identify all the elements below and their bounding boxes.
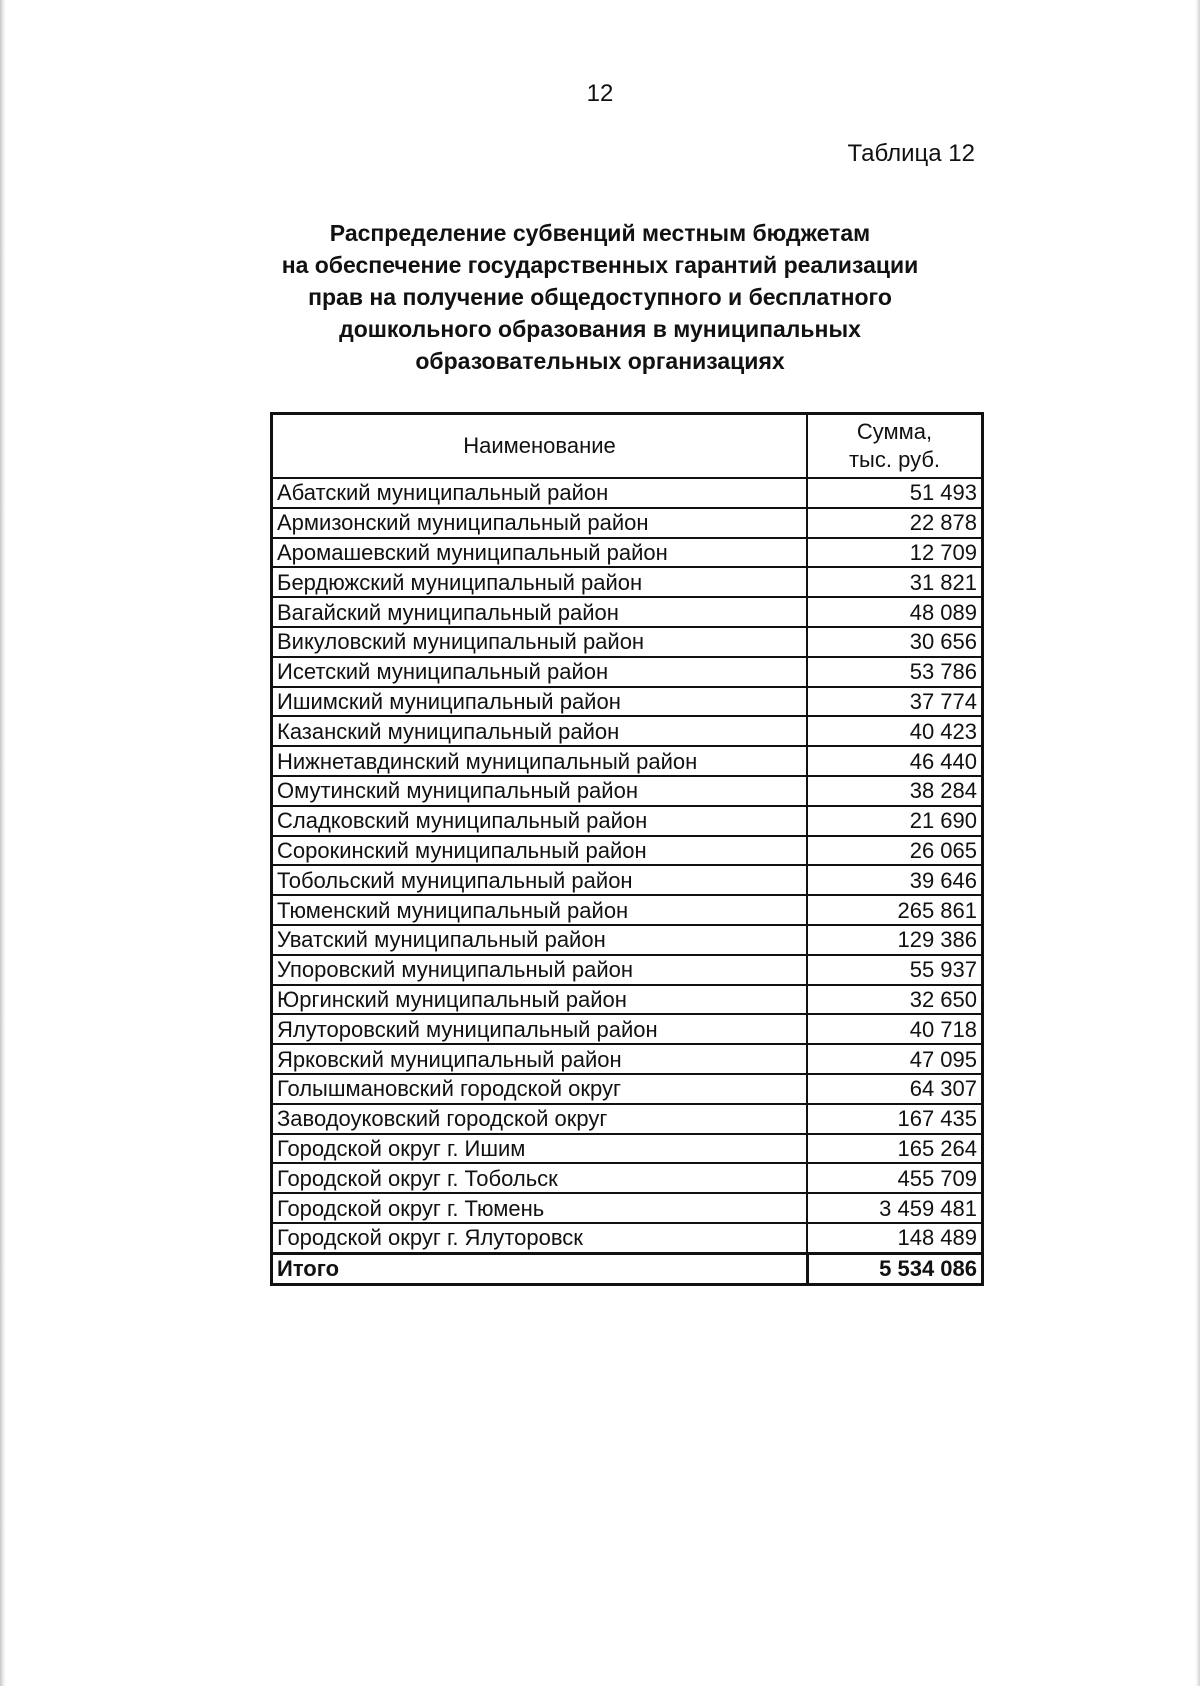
row-amount-cell: 32 650 [807,985,983,1015]
header-amount-line: тыс. руб. [848,447,941,472]
table-row [272,895,983,925]
row-name-cell: Упоровский муниципальный район [272,955,808,985]
table-row [272,1223,983,1253]
row-name-cell: Городской округ г. Тюмень [272,1193,808,1223]
table-row [272,1163,983,1193]
table-row [272,776,983,806]
row-amount-cell: 26 065 [807,836,983,866]
table-label: Таблица 12 [847,140,975,167]
title-line: образовательных организациях [415,348,785,374]
row-amount-cell: 455 709 [807,1163,983,1193]
row-name-cell: Исетский муниципальный район [272,657,808,687]
row-name-cell: Заводоуковский городской округ [272,1104,808,1134]
table-row [272,508,983,538]
table-row [272,836,983,866]
row-name-cell: Ялуторовский муниципальный район [272,1014,808,1044]
row-name-cell: Викуловский муниципальный район [272,627,808,657]
row-amount-cell: 148 489 [807,1223,983,1253]
row-name-cell: Голышмановский городской округ [272,1074,808,1104]
row-name-cell: Вагайский муниципальный район [272,597,808,627]
table-row [272,1193,983,1223]
table-row [272,538,983,568]
table-row [272,657,983,687]
row-amount-cell: 265 861 [807,895,983,925]
row-amount-cell: 40 718 [807,1014,983,1044]
total-row [272,1253,983,1284]
row-amount-cell: 64 307 [807,1074,983,1104]
row-amount-cell: 22 878 [807,508,983,538]
table-row [272,1134,983,1164]
row-name-cell: Юргинский муниципальный район [272,985,808,1015]
table-row [272,865,983,895]
title-line: дошкольного образования в муниципальных [339,316,861,342]
table-row [272,597,983,627]
row-amount-cell: 129 386 [807,925,983,955]
table-row [272,746,983,776]
table-row [272,627,983,657]
row-name-cell: Городской округ г. Ишим [272,1134,808,1164]
table-header-row [272,414,983,479]
row-amount-cell: 165 264 [807,1134,983,1164]
row-amount-cell: 55 937 [807,955,983,985]
row-name-cell: Бердюжский муниципальный район [272,567,808,597]
table-row [272,955,983,985]
title-line: на обеспечение государственных гарантий реализации [281,252,919,278]
page-number: 12 [586,80,614,107]
table-row [272,567,983,597]
row-name-cell: Тюменский муниципальный район [272,895,808,925]
row-name-cell: Сорокинский муниципальный район [272,836,808,866]
scan-edge-right [1195,0,1200,1686]
row-amount-cell: 167 435 [807,1104,983,1134]
row-amount-cell: 31 821 [807,567,983,597]
row-name-cell: Ишимский муниципальный район [272,687,808,717]
total-amount-cell: 5 534 086 [807,1253,983,1284]
row-amount-cell: 30 656 [807,627,983,657]
scan-edge-left [0,0,6,1686]
row-name-cell: Аромашевский муниципальный район [272,538,808,568]
document-title [250,217,950,377]
title-line: Распределение субвенций местным бюджетам [329,220,871,246]
row-amount-cell: 12 709 [807,538,983,568]
row-name-cell: Казанский муниципальный район [272,716,808,746]
table-row [272,1074,983,1104]
row-amount-cell: 38 284 [807,776,983,806]
table-row [272,1104,983,1134]
header-amount [807,414,983,479]
table-row [272,985,983,1015]
row-name-cell: Армизонский муниципальный район [272,508,808,538]
table-row [272,1044,983,1074]
row-amount-cell: 3 459 481 [807,1193,983,1223]
table-body [272,478,983,1284]
row-amount-cell: 53 786 [807,657,983,687]
row-amount-cell: 21 690 [807,806,983,836]
row-name-cell: Городской округ г. Ялуторовск [272,1223,808,1253]
row-amount-cell: 47 095 [807,1044,983,1074]
title-line: прав на получение общедоступного и бесплатного [308,284,892,310]
row-amount-cell: 48 089 [807,597,983,627]
table-row [272,925,983,955]
table-row [272,716,983,746]
row-amount-cell: 46 440 [807,746,983,776]
row-amount-cell: 37 774 [807,687,983,717]
row-name-cell: Омутинский муниципальный район [272,776,808,806]
row-name-cell: Абатский муниципальный район [272,478,808,508]
subvention-table [270,412,984,1286]
header-amount-line: Сумма, [856,419,933,444]
header-name: Наименование [272,414,808,479]
table-row [272,806,983,836]
table-row [272,478,983,508]
row-name-cell: Тобольский муниципальный район [272,865,808,895]
table-row [272,687,983,717]
row-name-cell: Уватский муниципальный район [272,925,808,955]
row-amount-cell: 40 423 [807,716,983,746]
row-name-cell: Сладковский муниципальный район [272,806,808,836]
row-name-cell: Ярковский муниципальный район [272,1044,808,1074]
row-amount-cell: 39 646 [807,865,983,895]
row-name-cell: Городской округ г. Тобольск [272,1163,808,1193]
row-name-cell: Нижнетавдинский муниципальный район [272,746,808,776]
table-row [272,1014,983,1044]
total-label-cell: Итого [272,1253,808,1284]
row-amount-cell: 51 493 [807,478,983,508]
